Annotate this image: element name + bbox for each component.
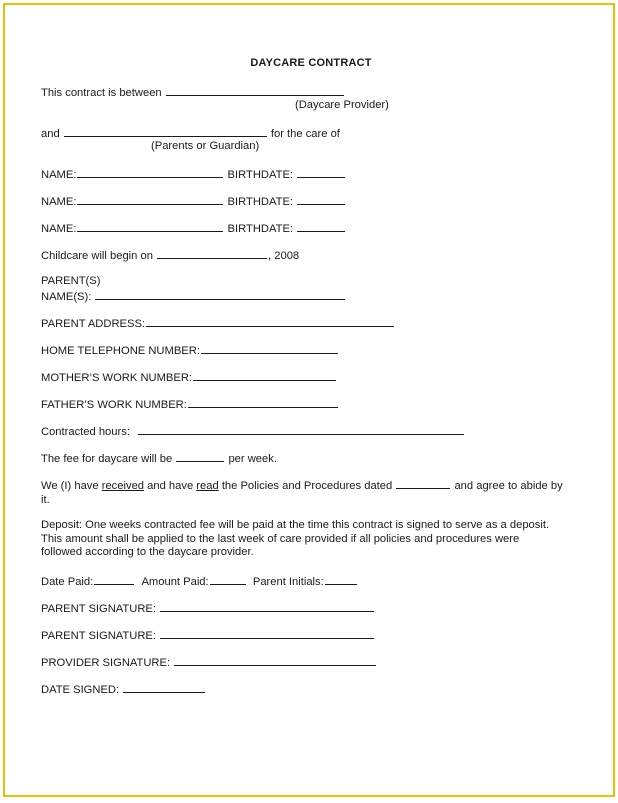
date-paid-field[interactable] — [94, 574, 134, 585]
contracted-hours-label: Contracted hours: — [41, 426, 130, 438]
provider-signature-field[interactable] — [174, 655, 376, 666]
policy-part3: the Policies and Procedures dated — [221, 480, 393, 492]
parents-names-label-line2: NAME(S): — [41, 291, 92, 303]
and-label: and — [41, 128, 60, 140]
for-care-label: for the care of — [270, 128, 340, 140]
parents-names-field[interactable] — [95, 289, 345, 300]
mother-work-row — [41, 370, 337, 386]
provider-caption: (Daycare Provider) — [295, 99, 389, 111]
amount-paid-field[interactable] — [210, 574, 246, 585]
provider-signature-label: PROVIDER SIGNATURE: — [41, 657, 171, 669]
birthdate-field[interactable] — [297, 194, 345, 205]
date-signed-label: DATE SIGNED: — [41, 684, 120, 696]
contracted-hours-row — [41, 424, 465, 440]
mother-work-label: MOTHER’S WORK NUMBER: — [41, 372, 193, 384]
parent-signature-row — [41, 628, 375, 644]
birthdate-field[interactable] — [297, 221, 345, 232]
fee-amount-field[interactable] — [176, 451, 224, 462]
contracted-hours-field[interactable] — [138, 424, 464, 435]
parent-address-field[interactable] — [146, 316, 394, 327]
childcare-begin-label: Childcare will begin on — [41, 250, 153, 262]
birthdate-label: BIRTHDATE: — [227, 196, 294, 208]
parents-name-field[interactable] — [64, 126, 267, 137]
birthdate-field[interactable] — [297, 167, 345, 178]
father-work-field[interactable] — [188, 397, 338, 408]
child-name-field[interactable] — [77, 221, 223, 232]
child-name-field[interactable] — [77, 194, 223, 205]
father-work-row — [41, 397, 339, 413]
policy-received: received — [101, 480, 145, 492]
parent-signature-field[interactable] — [160, 628, 374, 639]
parent-signature-row — [41, 601, 375, 617]
fee-prefix: The fee for daycare will be — [41, 453, 173, 465]
birthdate-label: BIRTHDATE: — [227, 169, 294, 181]
policy-part5: abide by it. — [41, 480, 563, 506]
document-page — [3, 3, 615, 797]
childcare-year: , 2008 — [268, 250, 300, 262]
document-title: DAYCARE CONTRACT — [250, 57, 372, 69]
policy-part1: We (I) have — [41, 480, 99, 492]
child-name-label: NAME: — [41, 169, 77, 181]
provider-name-field[interactable] — [166, 85, 344, 96]
home-phone-row — [41, 343, 339, 359]
home-phone-label: HOME TELEPHONE NUMBER: — [41, 345, 200, 357]
parent-initials-field[interactable] — [325, 574, 357, 585]
father-work-label: FATHER’S WORK NUMBER: — [41, 399, 187, 411]
parent-signature-label: PARENT SIGNATURE: — [41, 630, 156, 642]
child-row — [41, 167, 346, 183]
child-row — [41, 194, 346, 210]
date-signed-field[interactable] — [123, 682, 205, 693]
childcare-begin-row — [41, 248, 299, 264]
fee-row — [41, 451, 277, 467]
parent-signature-label: PARENT SIGNATURE: — [41, 603, 156, 615]
amount-paid-label: Amount Paid: — [141, 576, 209, 588]
parent-address-row — [41, 316, 395, 332]
policy-paragraph — [41, 478, 571, 507]
provider-signature-row — [41, 655, 377, 671]
parent-initials-label: Parent Initials: — [252, 576, 324, 588]
mother-work-field[interactable] — [193, 370, 336, 381]
parents-names-label-line1: PARENT(S) — [41, 275, 101, 287]
policy-part2: and have — [147, 480, 194, 492]
policy-part4: and agree to — [454, 480, 518, 492]
deposit-paragraph: Deposit: One weeks contracted fee will be paid at the time this contract is signed to serve as a deposit. This amount shall be applied to the last week of care provided if all policies and procedures were followed according to the daycare provider. — [41, 519, 550, 558]
childcare-begin-field[interactable] — [157, 248, 267, 259]
home-phone-field[interactable] — [201, 343, 338, 354]
child-name-field[interactable] — [77, 167, 223, 178]
date-paid-label: Date Paid: — [41, 576, 94, 588]
contract-between-label: This contract is between — [41, 87, 162, 99]
child-name-label: NAME: — [41, 223, 77, 235]
child-row — [41, 221, 346, 237]
fee-suffix: per week. — [228, 453, 277, 465]
parent-address-label: PARENT ADDRESS: — [41, 318, 146, 330]
parents-caption: (Parents or Guardian) — [151, 140, 260, 152]
parent-signature-field[interactable] — [160, 601, 374, 612]
child-name-label: NAME: — [41, 196, 77, 208]
policy-date-field[interactable] — [396, 478, 450, 489]
payment-row — [41, 574, 358, 590]
date-signed-row — [41, 682, 206, 698]
parents-names-row — [41, 289, 346, 305]
birthdate-label: BIRTHDATE: — [227, 223, 294, 235]
policy-read: read — [196, 480, 219, 492]
